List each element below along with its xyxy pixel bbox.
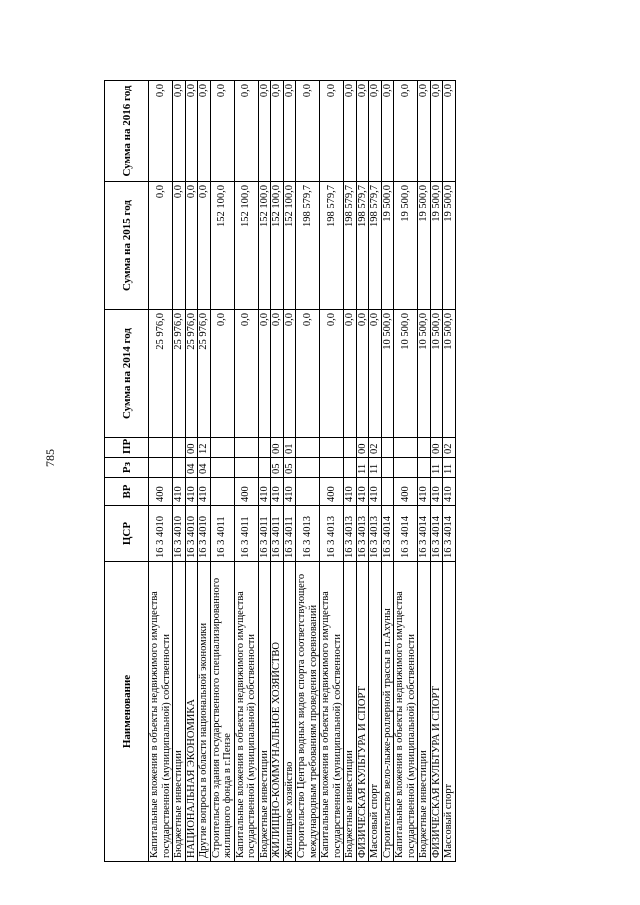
- cell-sum-2016: 0,0: [258, 81, 271, 182]
- cell-vr: 400: [149, 478, 173, 506]
- cell-csr: 16 3 4013: [369, 506, 382, 562]
- cell-pr: 12: [198, 438, 211, 458]
- cell-sum-2014: 0,0: [210, 310, 234, 438]
- cell-csr: 16 3 4011: [283, 506, 296, 562]
- cell-vr: 410: [185, 478, 198, 506]
- cell-csr: 16 3 4010: [198, 506, 211, 562]
- cell-sum-2016: 0,0: [234, 81, 258, 182]
- cell-sum-2015: 152 100,0: [234, 182, 258, 310]
- cell-name: ФИЗИЧЕСКАЯ КУЛЬТУРА И СПОРТ: [430, 562, 443, 862]
- cell-vr: 400: [320, 478, 344, 506]
- cell-csr: 16 3 4010: [173, 506, 186, 562]
- cell-name: Капитальные вложения в объекты недвижимого имущества государственной (муниципальной) собственности: [149, 562, 173, 862]
- cell-vr: 410: [283, 478, 296, 506]
- cell-rz: [173, 458, 186, 478]
- cell-rz: [258, 458, 271, 478]
- cell-sum-2014: 10 500,0: [430, 310, 443, 438]
- cell-csr: 16 3 4013: [320, 506, 344, 562]
- cell-vr: 410: [198, 478, 211, 506]
- table-row: [369, 81, 382, 862]
- table-row: [271, 81, 284, 862]
- cell-csr: 16 3 4013: [356, 506, 369, 562]
- cell-sum-2014: 10 500,0: [381, 310, 394, 438]
- cell-csr: 16 3 4014: [418, 506, 431, 562]
- cell-sum-2015: 19 500,0: [418, 182, 431, 310]
- cell-sum-2015: 19 500,0: [443, 182, 456, 310]
- table-row: [381, 81, 394, 862]
- cell-vr: 410: [173, 478, 186, 506]
- cell-rz: 11: [430, 458, 443, 478]
- header-sum-2015: Сумма на 2015 год: [105, 182, 149, 310]
- cell-sum-2015: 198 579,7: [320, 182, 344, 310]
- cell-name: Строительство здания государственного специализированного жилищного фонда в г.Пензе: [210, 562, 234, 862]
- cell-name: Бюджетные инвестиции: [344, 562, 357, 862]
- cell-rz: [381, 458, 394, 478]
- cell-sum-2016: 0,0: [185, 81, 198, 182]
- table-body: [149, 81, 456, 862]
- cell-sum-2015: 152 100,0: [283, 182, 296, 310]
- cell-rz: [296, 458, 320, 478]
- cell-name: Бюджетные инвестиции: [173, 562, 186, 862]
- cell-pr: [320, 438, 344, 458]
- header-sum-2014: Сумма на 2014 год: [105, 310, 149, 438]
- cell-pr: [296, 438, 320, 458]
- cell-rz: 04: [198, 458, 211, 478]
- cell-sum-2015: 152 100,0: [258, 182, 271, 310]
- cell-sum-2016: 0,0: [344, 81, 357, 182]
- cell-pr: 02: [369, 438, 382, 458]
- table-row: [198, 81, 211, 862]
- cell-vr: [210, 478, 234, 506]
- cell-pr: [344, 438, 357, 458]
- cell-rz: 05: [283, 458, 296, 478]
- cell-sum-2016: 0,0: [173, 81, 186, 182]
- cell-pr: [173, 438, 186, 458]
- cell-vr: 410: [430, 478, 443, 506]
- cell-pr: [394, 438, 418, 458]
- cell-sum-2014: 0,0: [356, 310, 369, 438]
- cell-sum-2016: 0,0: [271, 81, 284, 182]
- cell-sum-2016: 0,0: [369, 81, 382, 182]
- cell-csr: 16 3 4010: [149, 506, 173, 562]
- table-row: [283, 81, 296, 862]
- cell-name: Бюджетные инвестиции: [258, 562, 271, 862]
- cell-sum-2014: 0,0: [369, 310, 382, 438]
- cell-name: Строительство вело-лыже-роллерной трассы в п.Ахуны: [381, 562, 394, 862]
- cell-csr: 16 3 4013: [344, 506, 357, 562]
- cell-name: Капитальные вложения в объекты недвижимого имущества государственной (муниципальной) собственности: [320, 562, 344, 862]
- cell-csr: 16 3 4011: [258, 506, 271, 562]
- cell-sum-2015: 198 579,7: [369, 182, 382, 310]
- cell-rz: 11: [443, 458, 456, 478]
- table-row: [320, 81, 344, 862]
- cell-sum-2014: 25 976,0: [198, 310, 211, 438]
- cell-sum-2016: 0,0: [320, 81, 344, 182]
- cell-sum-2014: 25 976,0: [173, 310, 186, 438]
- cell-sum-2014: 0,0: [258, 310, 271, 438]
- cell-sum-2016: 0,0: [394, 81, 418, 182]
- cell-csr: 16 3 4014: [443, 506, 456, 562]
- cell-csr: 16 3 4014: [394, 506, 418, 562]
- cell-csr: 16 3 4013: [296, 506, 320, 562]
- cell-rz: [418, 458, 431, 478]
- table-row: [185, 81, 198, 862]
- cell-vr: 410: [271, 478, 284, 506]
- cell-name: Жилищное хозяйство: [283, 562, 296, 862]
- cell-rz: 11: [356, 458, 369, 478]
- cell-sum-2015: 198 579,7: [344, 182, 357, 310]
- table-row: [173, 81, 186, 862]
- table-row: [356, 81, 369, 862]
- header-rz: Рз: [105, 458, 149, 478]
- cell-csr: 16 3 4011: [210, 506, 234, 562]
- cell-sum-2016: 0,0: [381, 81, 394, 182]
- cell-sum-2015: 19 500,0: [430, 182, 443, 310]
- cell-sum-2015: 152 100,0: [210, 182, 234, 310]
- cell-sum-2014: 0,0: [283, 310, 296, 438]
- cell-sum-2015: 0,0: [149, 182, 173, 310]
- cell-sum-2014: 10 500,0: [443, 310, 456, 438]
- cell-csr: 16 3 4010: [185, 506, 198, 562]
- page-number: 785: [43, 449, 57, 467]
- cell-name: Массовый спорт: [369, 562, 382, 862]
- cell-sum-2015: 0,0: [198, 182, 211, 310]
- table-row: [430, 81, 443, 862]
- table-row: [149, 81, 173, 862]
- cell-pr: 00: [185, 438, 198, 458]
- cell-sum-2014: 10 500,0: [418, 310, 431, 438]
- budget-table: [104, 80, 456, 862]
- cell-rz: [394, 458, 418, 478]
- cell-sum-2015: 198 579,7: [296, 182, 320, 310]
- cell-csr: 16 3 4011: [271, 506, 284, 562]
- cell-sum-2016: 0,0: [149, 81, 173, 182]
- cell-sum-2015: 19 500,0: [381, 182, 394, 310]
- cell-vr: 400: [394, 478, 418, 506]
- table-row: [394, 81, 418, 862]
- cell-sum-2016: 0,0: [356, 81, 369, 182]
- cell-sum-2014: 25 976,0: [185, 310, 198, 438]
- cell-vr: 410: [418, 478, 431, 506]
- cell-csr: 16 3 4014: [430, 506, 443, 562]
- cell-pr: 02: [443, 438, 456, 458]
- cell-pr: [258, 438, 271, 458]
- cell-pr: [149, 438, 173, 458]
- cell-csr: 16 3 4014: [381, 506, 394, 562]
- cell-vr: 410: [443, 478, 456, 506]
- cell-pr: 00: [356, 438, 369, 458]
- table-row: [418, 81, 431, 862]
- table-header-row: [105, 81, 149, 862]
- cell-sum-2014: 0,0: [234, 310, 258, 438]
- cell-vr: 410: [344, 478, 357, 506]
- table-row: [296, 81, 320, 862]
- cell-vr: [381, 478, 394, 506]
- header-pr: ПР: [105, 438, 149, 458]
- cell-name: НАЦИОНАЛЬНАЯ ЭКОНОМИКА: [185, 562, 198, 862]
- cell-pr: [234, 438, 258, 458]
- cell-vr: 410: [369, 478, 382, 506]
- cell-sum-2016: 0,0: [210, 81, 234, 182]
- cell-pr: 01: [283, 438, 296, 458]
- table-row: [443, 81, 456, 862]
- table-row: [234, 81, 258, 862]
- cell-sum-2014: 10 500,0: [394, 310, 418, 438]
- cell-pr: [418, 438, 431, 458]
- header-csr: ЦСР: [105, 506, 149, 562]
- rotated-budget-table-container: [104, 81, 564, 862]
- cell-rz: [149, 458, 173, 478]
- header-vr: ВР: [105, 478, 149, 506]
- cell-rz: 04: [185, 458, 198, 478]
- cell-sum-2015: 19 500,0: [394, 182, 418, 310]
- cell-sum-2014: 0,0: [271, 310, 284, 438]
- cell-rz: [344, 458, 357, 478]
- cell-rz: 11: [369, 458, 382, 478]
- table-row: [210, 81, 234, 862]
- cell-vr: [296, 478, 320, 506]
- cell-sum-2016: 0,0: [283, 81, 296, 182]
- cell-name: Капитальные вложения в объекты недвижимого имущества государственной (муниципальной) собственности: [234, 562, 258, 862]
- cell-pr: 00: [271, 438, 284, 458]
- cell-vr: 410: [258, 478, 271, 506]
- cell-name: Бюджетные инвестиции: [418, 562, 431, 862]
- cell-rz: [234, 458, 258, 478]
- cell-sum-2014: 0,0: [320, 310, 344, 438]
- cell-sum-2014: 0,0: [344, 310, 357, 438]
- cell-sum-2015: 152 100,0: [271, 182, 284, 310]
- header-name: Наименование: [105, 562, 149, 862]
- header-sum-2016: Сумма на 2016 год: [105, 81, 149, 182]
- cell-name: Массовый спорт: [443, 562, 456, 862]
- cell-rz: 05: [271, 458, 284, 478]
- cell-rz: [320, 458, 344, 478]
- cell-name: Другие вопросы в области национальной экономики: [198, 562, 211, 862]
- cell-sum-2015: 198 579,7: [356, 182, 369, 310]
- cell-pr: [381, 438, 394, 458]
- cell-sum-2015: 0,0: [185, 182, 198, 310]
- table-row: [258, 81, 271, 862]
- cell-sum-2016: 0,0: [443, 81, 456, 182]
- cell-csr: 16 3 4011: [234, 506, 258, 562]
- cell-vr: 410: [356, 478, 369, 506]
- cell-sum-2014: 25 976,0: [149, 310, 173, 438]
- cell-sum-2015: 0,0: [173, 182, 186, 310]
- cell-pr: [210, 438, 234, 458]
- cell-name: ЖИЛИЩНО-КОММУНАЛЬНОЕ ХОЗЯЙСТВО: [271, 562, 284, 862]
- cell-name: Строительство Центра водных видов спорта соответствующего международным требованиям проведения соревнований: [296, 562, 320, 862]
- cell-sum-2016: 0,0: [430, 81, 443, 182]
- cell-sum-2016: 0,0: [296, 81, 320, 182]
- cell-name: ФИЗИЧЕСКАЯ КУЛЬТУРА И СПОРТ: [356, 562, 369, 862]
- table-row: [344, 81, 357, 862]
- cell-sum-2016: 0,0: [198, 81, 211, 182]
- cell-rz: [210, 458, 234, 478]
- cell-sum-2016: 0,0: [418, 81, 431, 182]
- cell-pr: 00: [430, 438, 443, 458]
- cell-name: Капитальные вложения в объекты недвижимого имущества государственной (муниципальной) собственности: [394, 562, 418, 862]
- cell-vr: 400: [234, 478, 258, 506]
- cell-sum-2014: 0,0: [296, 310, 320, 438]
